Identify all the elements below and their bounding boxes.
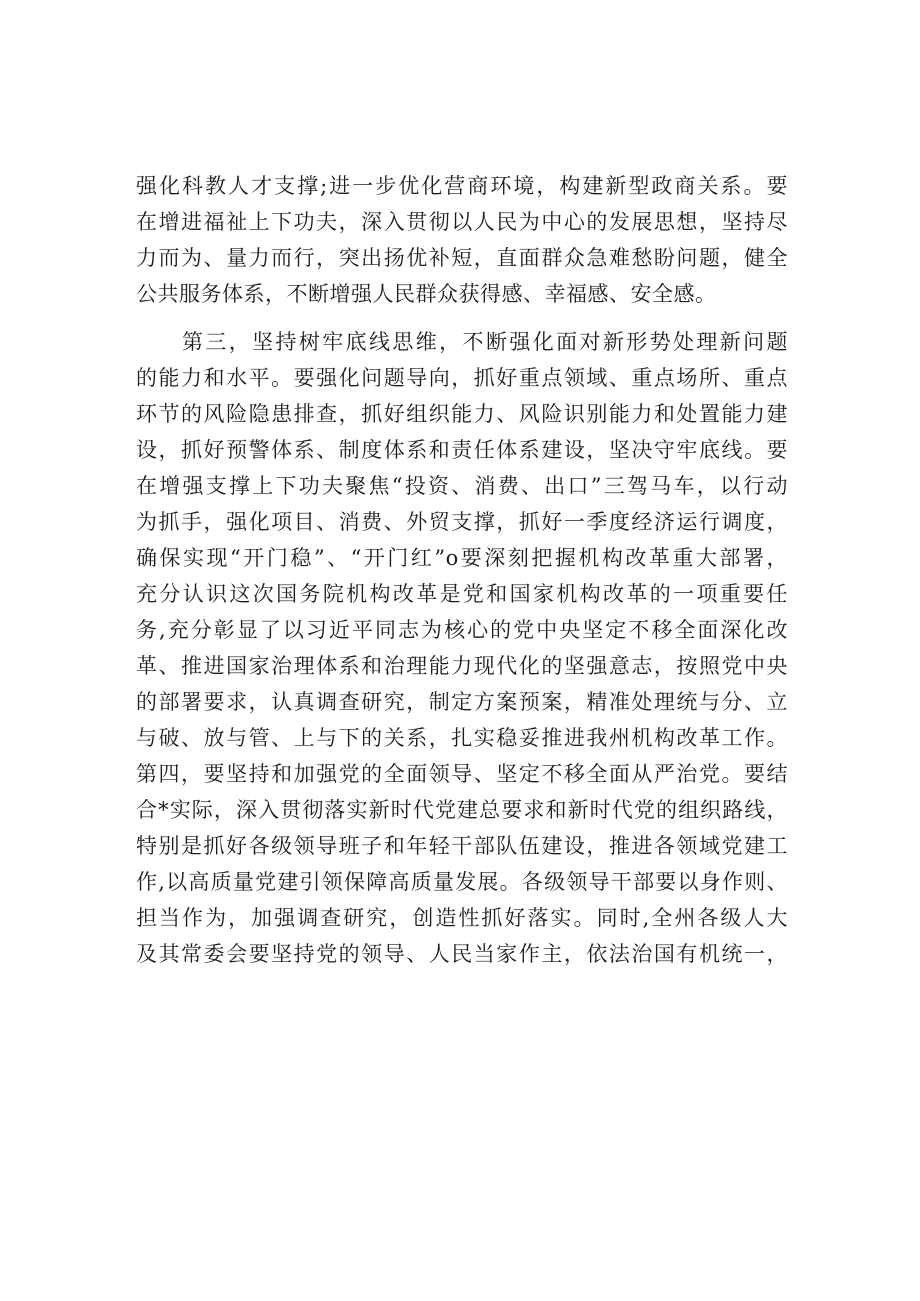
document-body	[136, 168, 788, 972]
text-line: 在增进福祉上下功夫，深入贯彻以人民为中心的发展思想，坚持尽	[136, 210, 788, 234]
text-line: 特别是抓好各级领导班子和年轻干部队伍建设，推进各领域党建工	[136, 834, 788, 858]
text-line: 为抓手，强化项目、消费、外贸支撑，抓好一季度经济运行调度，	[136, 510, 788, 534]
text-line: 环节的风险隐患排查，抓好组织能力、风险识别能力和处置能力建	[136, 402, 788, 426]
text-line: 的能力和水平。要强化问题导向，抓好重点领域、重点场所、重点	[136, 366, 788, 390]
text-line: 第三，坚持树牢底线思维，不断强化面对新形势处理新问题	[182, 330, 788, 354]
paragraph-2	[136, 324, 788, 972]
text-line: 及其常委会要坚持党的领导、人民当家作主，依法治国有机统一，	[136, 942, 788, 966]
text-line: 务,充分彰显了以习近平同志为核心的党中央坚定不移全面深化改	[136, 618, 788, 642]
text-line: 公共服务体系，不断增强人民群众获得感、幸福感、安全感。	[136, 282, 717, 306]
text-line: 力而为、量力而行，突出扬优补短，直面群众急难愁盼问题，健全	[136, 246, 788, 270]
text-line: 强化科教人才支撑;进一步优化营商环境，构建新型政商关系。要	[136, 174, 788, 198]
text-line: 设，抓好预警体系、制度体系和责任体系建设，坚决守牢底线。要	[136, 438, 788, 462]
text-line: 在增强支撑上下功夫聚焦“投资、消费、出口”三驾马车，以行动	[136, 474, 788, 498]
text-line: 作,以高质量党建引领保障高质量发展。各级领导干部要以身作则、	[136, 870, 788, 894]
text-line: 确保实现“开门稳”、“开门红”o要深刻把握机构改革重大部署，	[136, 546, 788, 570]
text-line: 与破、放与管、上与下的关系，扎实稳妥推进我州机构改革工作。	[136, 726, 788, 750]
text-line: 合*实际，深入贯彻落实新时代党建总要求和新时代党的组织路线，	[136, 798, 788, 822]
text-line: 的部署要求，认真调查研究，制定方案预案，精准处理统与分、立	[136, 690, 788, 714]
paragraph-spacer	[136, 312, 788, 324]
text-line: 担当作为，加强调查研究，创造性抓好落实。同时,全州各级人大	[136, 906, 788, 930]
text-line: 革、推进国家治理体系和治理能力现代化的坚强意志，按照党中央	[136, 654, 788, 678]
text-line: 第四，要坚持和加强党的全面领导、坚定不移全面从严治党。要结	[136, 762, 788, 786]
paragraph-1	[136, 168, 788, 312]
text-line: 充分认识这次国务院机构改革是党和国家机构改革的一项重要任	[136, 582, 788, 606]
